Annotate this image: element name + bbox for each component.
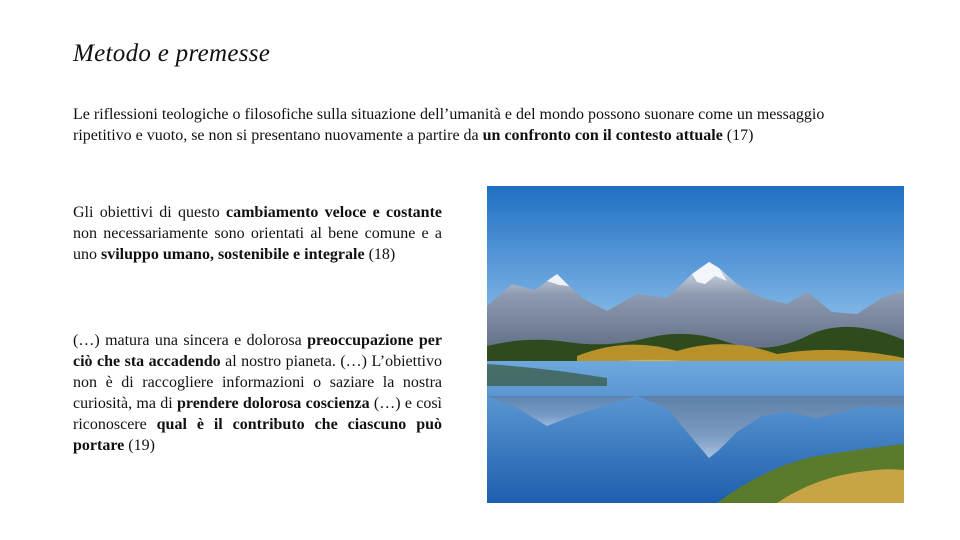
intro-bold-1: un confronto con il contesto attuale [482, 127, 723, 144]
p2-text-1: Gli obiettivi di questo [73, 204, 226, 221]
intro-paragraph [73, 104, 873, 146]
p2-bold-1: cambiamento veloce e costante [225, 204, 442, 221]
p3-text-3: (…) e così riconoscere [73, 395, 443, 433]
p3-text-2: al nostro pianeta. (…) L’obiettivo non è di raccogliere informazioni o saziare la nostra curiosità, ma di [73, 353, 442, 412]
mountain-lake-photo [487, 186, 904, 503]
slide-title: Metodo e premesse [73, 40, 271, 67]
p3-bold-3: qual è il contributo che ciascuno può portare [73, 416, 442, 454]
p3-bold-1: preoccupazione per ciò che sta accadendo [73, 332, 442, 370]
p2-text-2: non necessariamente sono orientati al bene comune e a uno [73, 225, 442, 263]
intro-text-1: Le riflessioni teologiche o filosofiche sulla situazione dell’umanità e del mondo possono suonare come un messaggio ripetitivo e vuoto, se non si presentano nuovamente a partire da [73, 106, 825, 144]
concern-paragraph [73, 330, 442, 456]
p2-text-3: (18) [364, 246, 396, 263]
p3-text-4: (19) [124, 437, 155, 454]
p3-text-1: (…) matura una sincera e dolorosa [73, 332, 308, 349]
intro-text-2: (17) [722, 127, 754, 144]
objectives-paragraph [73, 202, 442, 265]
p2-bold-2: sviluppo umano, sostenibile e integrale [101, 246, 365, 263]
mountain-lake-image [487, 186, 904, 503]
p3-bold-2: prendere dolorosa coscienza [176, 395, 370, 412]
